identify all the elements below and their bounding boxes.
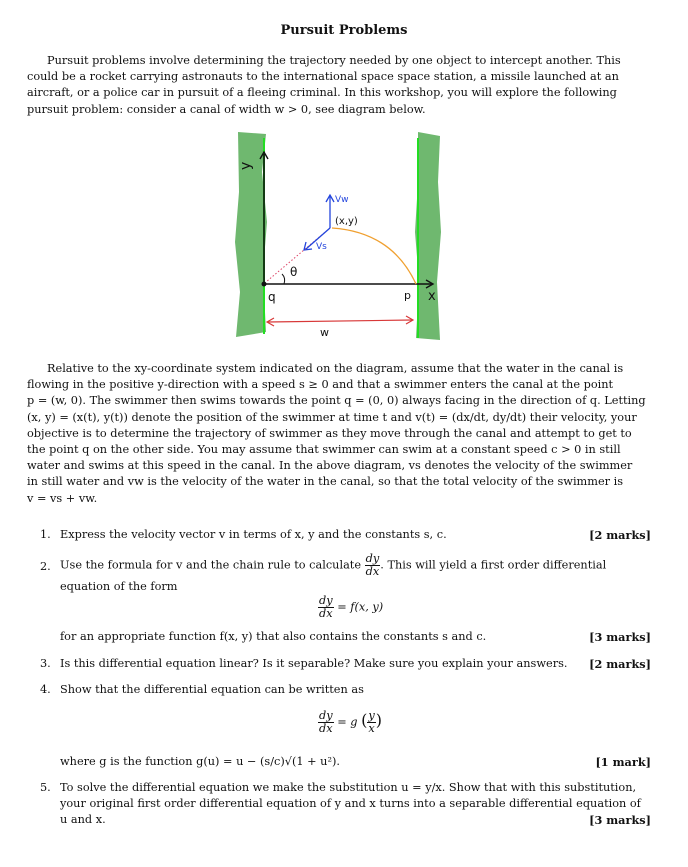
question-marks: [3 marks] [589,630,651,644]
problem-line: in still water and vw is the velocity of the water in the canal, so that the total velocity of the swimmer is [27,475,624,489]
question-number: 5. [40,781,51,794]
point-label: (x,y) [335,216,358,227]
water-velocity-label: Vw [335,195,349,205]
angle-label: θ [290,265,298,279]
question-marks: [3 marks] [589,813,651,827]
question-number: 2. [40,560,51,573]
question-5 [40,780,651,830]
problem-line: flowing in the positive y-direction with a speed s ≥ 0 and that a swimmer enters the canal at the point [27,378,614,392]
x-axis-label: x [428,289,436,304]
problem-line: (x, y) = (x(t), y(t)) denote the position of the swimmer at time t and v(t) = (dx/dt, dy/dt) their velocity, your [27,410,637,424]
width-label: w [320,326,329,339]
question-4 [40,682,651,772]
question-marks: [2 marks] [589,657,651,671]
display-equation: $\frac{dy}{dx}$ = g ( $\frac{y}{x}$ ) [319,709,382,735]
question-text: your original first order differential equation of y and x turns into a separable differential equation of [60,797,641,810]
frac-denominator: dx [365,565,380,578]
page-title: Pursuit Problems [280,23,408,38]
question-text: To solve the differential equation we make the substitution u = y/x. Show that with this substitution, [60,781,637,794]
problem-line: Relative to the xy-coordinate system indicated on the diagram, assume that the water in the canal is [47,362,624,375]
problem-line: p = (w, 0). The swimmer then swims towards the point q = (0, 0) always facing in the direction of q. Letting [27,394,646,408]
pursuit-path [332,228,416,284]
question-number: 1. [40,528,51,541]
derivative-fraction [318,710,334,735]
y-axis-label: y [238,161,254,170]
question-number: 4. [40,683,51,696]
argument-fraction [367,710,375,735]
frac-denominator: x [368,722,375,735]
equation-rhs: = g [337,715,358,729]
question-text: Is this differential equation linear? Is it separable? Make sure you explain your answers. [60,657,568,670]
question-marks: [1 mark] [595,755,651,769]
intro-line: aircraft, or a police car in pursuit of a fleeing criminal. In this workshop, you will explore the following [27,86,617,100]
frac-numerator: dy [365,552,380,565]
frac-denominator: dx [319,722,333,735]
question-text: Use the formula for v and the chain rule to calculate [60,558,362,572]
frac-numerator: dy [319,594,333,607]
question-text: . This will yield a first order differential [380,558,607,572]
question-number: 3. [40,657,51,670]
problem-line: objective is to determine the trajectory of swimmer as they move through the canal and attempt to get to [27,426,632,440]
question-text: where g is the function g(u) = u − (s/c)√(1 + u²). [60,755,340,768]
question-text: Express the velocity vector v in terms of x, y and the constants s, c. [60,528,447,541]
intro-line: pursuit problem: consider a canal of width w > 0, see diagram below. [27,102,426,116]
problem-line: v = vs + vw. [27,491,98,505]
problem-line: the point q on the other side. You may assume that swimmer can swim at a constant speed c > 0 in still [27,443,621,457]
intro-paragraph [27,53,651,118]
width-arrow [268,320,412,322]
question-text: equation of the form [60,580,178,593]
question-3 [40,656,651,672]
question-text: Show that the differential equation can be written as [60,683,364,696]
frac-denominator: dx [319,607,333,620]
question-2 [40,553,651,645]
derivative-fraction [318,595,334,620]
swim-velocity-label: Vs [316,242,327,252]
frac-numerator: dy [319,709,333,722]
equation-rhs: = f(x, y) [337,600,384,614]
target-label: p [404,289,411,302]
frac-numerator: y [368,709,375,722]
question-marks: [2 marks] [589,528,651,542]
derivative-fraction [365,553,381,578]
origin-point [262,282,267,287]
problem-line: water and swims at this speed in the canal. In the above diagram, vs denotes the velocity of the swimmer [27,459,633,473]
problem-paragraph [27,361,651,507]
intro-line: could be a rocket carrying astronauts to the international space space station, a missile launched at an [27,70,619,84]
canal-diagram [232,132,442,342]
intro-line: Pursuit problems involve determining the trajectory needed by one object to intercept another. This [47,54,621,67]
display-equation [318,595,383,620]
question-text-line [60,553,651,578]
question-text: for an appropriate function f(x, y) that also contains the constants s and c. [60,630,487,643]
origin-label: q [268,290,276,304]
angle-arc [282,274,285,284]
question-1 [40,527,651,543]
question-text: u and x. [60,813,106,826]
